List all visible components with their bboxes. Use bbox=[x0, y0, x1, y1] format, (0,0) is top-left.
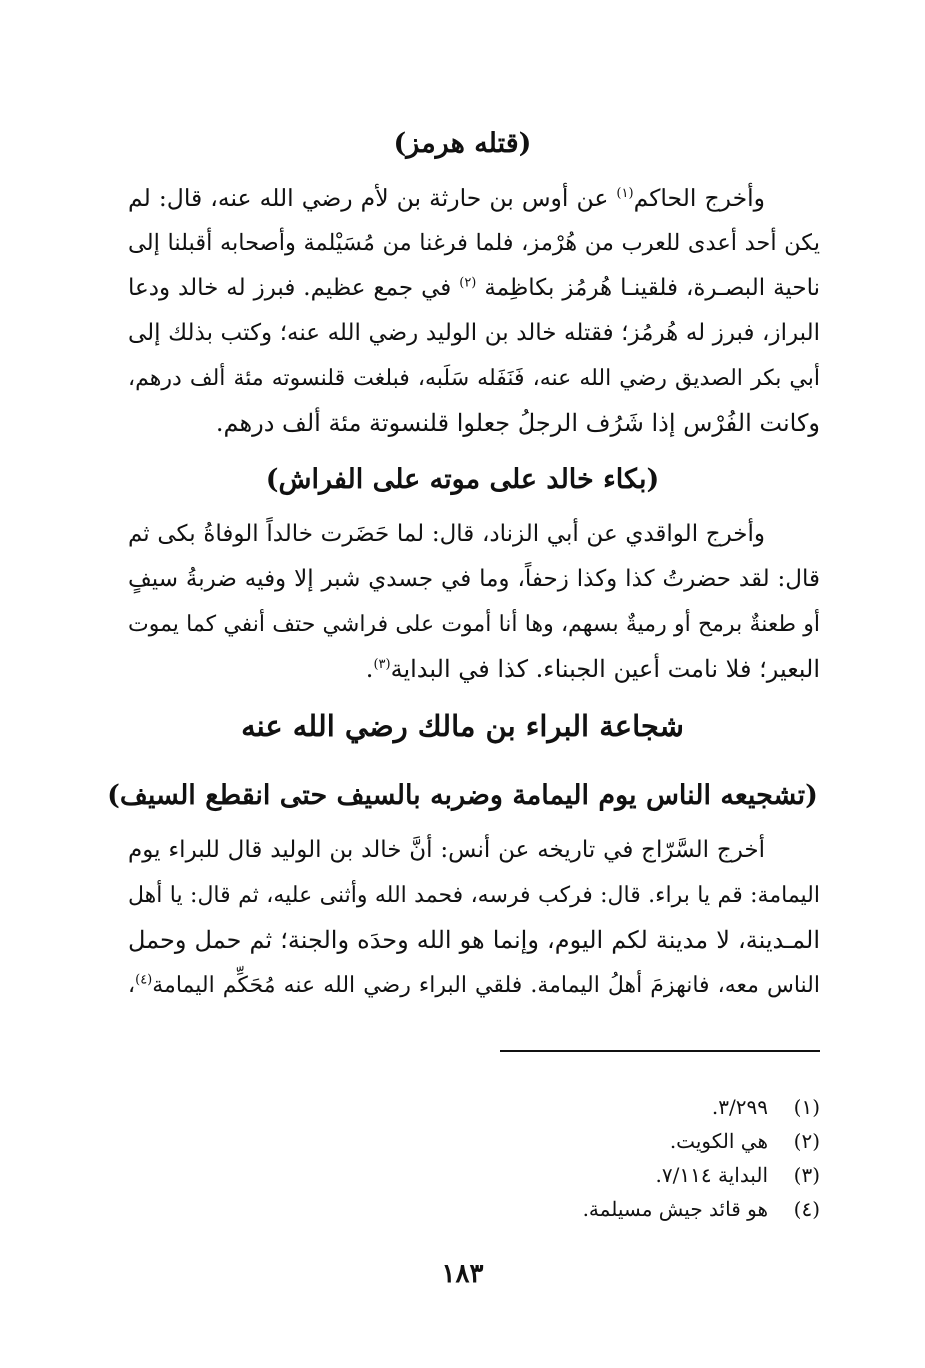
footnote-number: (٢) bbox=[793, 1129, 820, 1153]
text-line: البعير؛ فلا نامت أعين الجبناء. كذا في البداية$^{(٣)}$. bbox=[365, 655, 820, 683]
footnote-number: (١) bbox=[793, 1095, 820, 1119]
section-heading-khalid-death: (بكاء خالد على موته على الفراش) bbox=[265, 464, 660, 495]
footnote-marker: (١) bbox=[616, 186, 634, 202]
section-heading-baraa: (تشجيعه الناس يوم اليمامة وضربه بالسيف حتى انقطع السيف) bbox=[107, 780, 818, 811]
section-heading-hormuz: (قتله هرمز) bbox=[393, 128, 532, 159]
text-line: ناحية البصـرة، فلقينـا هُرمُز بكاظِمة $^{(٢)}$ في جمع عظيم. فبرز له خالد ودعا bbox=[128, 275, 820, 301]
text-line: وأخرج الحاكم$^{(١)}$ عن أوس بن حارثة بن لأم رضي الله عنه، قال: لم bbox=[128, 184, 765, 212]
text-line: يكن أحد أعدى للعرب من هُرْمز، فلما فرغنا من مُسَيْلمة وأصحابه أقبلنا إلى bbox=[128, 230, 820, 256]
footnotes bbox=[420, 1090, 820, 1226]
footnote-item bbox=[420, 1158, 820, 1192]
text-line: البراز، فبرز له هُرمُز؛ فقتله خالد بن الوليد رضي الله عنه؛ وكتب بذلك إلى bbox=[128, 320, 820, 346]
footnote-number: (٣) bbox=[793, 1163, 820, 1187]
footnote-text: ٣/٢٩٩. bbox=[711, 1095, 768, 1119]
footnote-separator bbox=[500, 1050, 820, 1052]
text-line: قال: لقد حضرتُ كذا وكذا زحفاً، وما في جسدي شبر إلا وفيه ضربةُ سيفٍ bbox=[128, 566, 820, 592]
text-line: أبي بكر الصديق رضي الله عنه، فَنَفَله سَلَبه، فبلغت قلنسوته مئة ألف درهم، bbox=[128, 366, 820, 391]
text-line: اليمامة: قم يا براء. قال: فركب فرسه، فحمد الله وأثنى عليه، ثم قال: يا أهل bbox=[128, 883, 820, 908]
text-line: وكانت الفُرْس إذا شَرُف الرجلُ جعلوا قلنسوتة مئة ألف درهم. bbox=[215, 409, 820, 437]
text-line: المـدينة، لا مدينة لكم اليوم، وإنما هو الله وحدَه والجنة؛ ثم حمل وحمل bbox=[128, 926, 820, 954]
footnote-marker: (٤) bbox=[135, 972, 153, 988]
footnote-text: البداية ٧/١١٤. bbox=[655, 1163, 768, 1187]
text-line: الناس معه، فانهزمَ أهلُ اليمامة. فلقي البراء رضي الله عنه مُحَكِّم اليمامة$^{(٤)}$، bbox=[128, 972, 820, 998]
footnote-marker: (٢) bbox=[459, 275, 477, 291]
footnote-item bbox=[420, 1124, 820, 1158]
footnote-text: هو قائد جيش مسيلمة. bbox=[582, 1197, 768, 1221]
text-line: أو طعنةٌ برمح أو رميةٌ بسهم، وها أنا أموت على فراشي حتف أنفي كما يموت bbox=[128, 612, 820, 637]
text-line: وأخرج الواقدي عن أبي الزناد، قال: لما حَضَرت خالداً الوفاةُ بكى ثم bbox=[128, 521, 765, 547]
footnote-marker: (٣) bbox=[373, 657, 391, 672]
page-number: ١٨٣ bbox=[441, 1259, 484, 1289]
footnote-item bbox=[420, 1090, 820, 1124]
text-line: أخرج السَّرّاج في تاريخه عن أنس: أنَّ خالد بن الوليد قال للبراء يوم bbox=[128, 837, 765, 863]
paragraph-hormuz bbox=[128, 176, 820, 446]
paragraph-baraa bbox=[128, 828, 820, 1008]
footnote-item bbox=[420, 1192, 820, 1226]
chapter-title-baraa: شجاعة البراء بن مالك رضي الله عنه bbox=[241, 709, 684, 743]
footnote-text: هي الكويت. bbox=[669, 1129, 768, 1153]
footnote-number: (٤) bbox=[793, 1197, 820, 1221]
paragraph-khalid-death bbox=[128, 512, 820, 692]
